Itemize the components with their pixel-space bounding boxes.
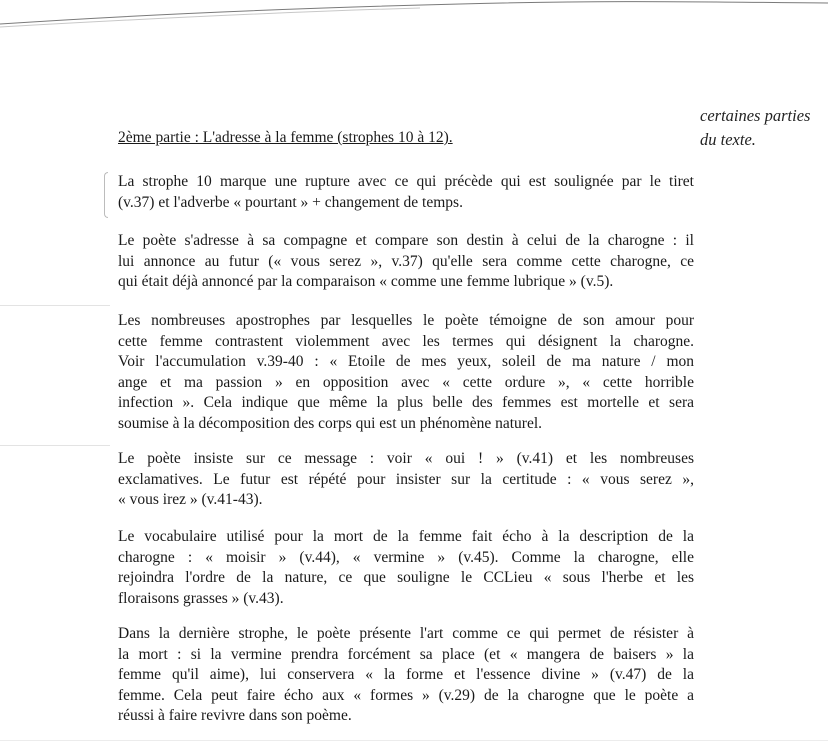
scan-artifact-line [0, 305, 110, 306]
paragraph-line: Dans la dernière strophe, le poète présente l'art comme ce qui permet de résister à [118, 625, 694, 642]
paragraph-line: charogne : « moisir » (v.44), « vermine » (v.45). Comme la charogne, elle [118, 548, 694, 566]
margin-note-line-2: du texte. [700, 130, 756, 149]
paragraph-line: « vous irez » (v.41-43). [118, 491, 263, 508]
paragraph-line: (v.37) et l'adverbe « pourtant » + changement de temps. [118, 193, 463, 211]
paragraph-line: lui annonce au futur (« vous serez », v.37) qu'elle sera comme cette charogne, ce [118, 252, 694, 270]
paragraph-line: Les nombreuses apostrophes par lesquelles le poète témoigne de son amour pour [118, 312, 694, 329]
paragraph-line: ange et ma passion » en opposition avec « cette ordure », « cette horrible [118, 373, 694, 391]
section-heading: 2ème partie : L'adresse à la femme (strophes 10 à 12). [118, 129, 453, 146]
paragraph-line: Le poète s'adresse à sa compagne et compare son destin à celui de la charogne : il [118, 232, 694, 249]
paragraph-line: Le poète insiste sur ce message : voir « oui ! » (v.41) et les nombreuses [118, 450, 694, 467]
margin-note-line-1: certaines parties [700, 106, 811, 125]
margin-bracket [104, 172, 108, 218]
paragraph-line: femme. Cela peut faire écho aux « formes » (v.29) de la charogne que le poète a [118, 686, 694, 704]
paragraph-4 [118, 449, 694, 511]
paragraph-line: rejoindra l'ordre de la nature, ce que souligne le CCLieu « sous l'herbe et les [118, 569, 694, 586]
paragraph-line: soumise à la décomposition des corps qui est un phénomène naturel. [118, 414, 543, 432]
paragraph-line: infection ». Cela indique que même la plus belle des femmes est mortelle et sera [118, 394, 694, 411]
paragraph-line: exclamatives. Le futur est répété pour insister sur la certitude : « vous serez », [118, 470, 694, 488]
paragraph-line: la mort : si la vermine prendra forcément sa place (et « mangera de baisers » la [118, 645, 694, 663]
paragraph-2 [118, 231, 694, 293]
paragraph-line: floraisons grasses » (v.43). [118, 589, 284, 607]
paragraph-5 [118, 527, 694, 609]
paragraph-3 [118, 311, 694, 434]
paragraph-line: cette femme contrastent violemment avec les termes qui désignent la charogne. [118, 332, 694, 350]
paragraph-line: Voir l'accumulation v.39-40 : « Etoile de mes yeux, soleil de ma nature / mon [118, 353, 694, 370]
scan-bottom-edge-line [0, 740, 828, 741]
scan-artifact-line [0, 445, 110, 446]
paragraph-line: réussi à faire revivre dans son poème. [118, 707, 352, 724]
paragraph-line: femme qu'il aime), lui conservera « la forme et l'essence divine » (v.47) de la [118, 666, 694, 683]
margin-note [700, 104, 810, 152]
paragraph-line: qui était déjà annoncé par la comparaison « comme une femme lubrique » (v.5). [118, 273, 614, 290]
paragraph-line: Le vocabulaire utilisé pour la mort de la femme fait écho à la description de la [118, 528, 694, 545]
paragraph-1 [118, 172, 694, 213]
paragraph-6 [118, 624, 694, 727]
scan-top-edge-line [0, 0, 828, 40]
paragraph-line: La strophe 10 marque une rupture avec ce qui précède qui est soulignée par le tiret [118, 173, 694, 190]
